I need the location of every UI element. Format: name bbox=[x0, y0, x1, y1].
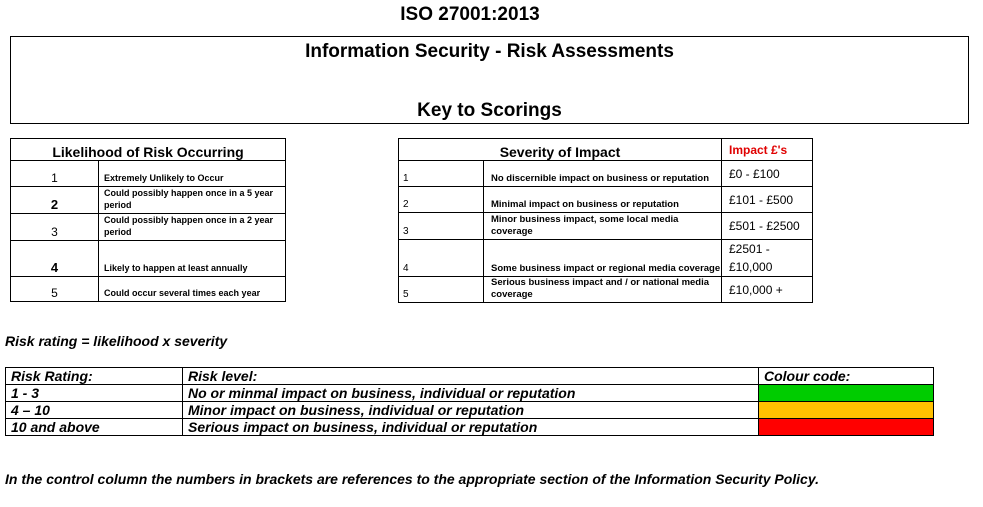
likelihood-score: 4 bbox=[11, 241, 99, 277]
document-title: ISO 27001:2013 bbox=[400, 4, 540, 25]
severity-score: 5 bbox=[399, 277, 484, 303]
colour-swatch-green bbox=[759, 385, 934, 402]
likelihood-desc: Extremely Unlikely to Occur bbox=[99, 161, 286, 187]
likelihood-heading: Likelihood of Risk Occurring bbox=[11, 139, 286, 161]
impact-value: £10,000 + bbox=[722, 277, 813, 303]
severity-desc: Minor business impact, some local media coverage bbox=[484, 213, 722, 240]
impact-value: £501 - £2500 bbox=[722, 213, 813, 240]
severity-desc: Some business impact or regional media coverage bbox=[484, 240, 722, 277]
impact-heading: Impact £'s bbox=[722, 139, 813, 161]
risk-rating-header: Risk Rating: bbox=[6, 368, 183, 385]
risk-formula: Risk rating = likelihood x severity bbox=[5, 333, 228, 349]
likelihood-desc: Could occur several times each year bbox=[99, 277, 286, 302]
severity-desc: Minimal impact on business or reputation bbox=[484, 187, 722, 213]
header-subtitle: Key to Scorings bbox=[417, 100, 562, 121]
likelihood-score: 5 bbox=[11, 277, 99, 302]
footnote: In the control column the numbers in brackets are references to the appropriate section of the Information Security Policy. bbox=[5, 471, 819, 487]
severity-score: 3 bbox=[399, 213, 484, 240]
risk-level: Minor impact on business, individual or reputation bbox=[183, 402, 759, 419]
severity-score: 4 bbox=[399, 240, 484, 277]
risk-level-header: Risk level: bbox=[183, 368, 759, 385]
header-title: Information Security - Risk Assessments bbox=[305, 41, 674, 62]
risk-rating-table bbox=[5, 367, 934, 436]
impact-value: £2501 - £10,000 bbox=[722, 240, 813, 277]
likelihood-score: 1 bbox=[11, 161, 99, 187]
likelihood-score: 3 bbox=[11, 214, 99, 241]
likelihood-desc: Likely to happen at least annually bbox=[99, 241, 286, 277]
risk-level: Serious impact on business, individual or reputation bbox=[183, 419, 759, 436]
risk-rating: 1 - 3 bbox=[6, 385, 183, 402]
colour-swatch-amber bbox=[759, 402, 934, 419]
severity-desc: Serious business impact and / or national media coverage bbox=[484, 277, 722, 303]
severity-heading: Severity of Impact bbox=[399, 139, 722, 161]
likelihood-desc: Could possibly happen once in a 2 year period bbox=[99, 214, 286, 241]
severity-desc: No discernible impact on business or reputation bbox=[484, 161, 722, 187]
risk-rating: 10 and above bbox=[6, 419, 183, 436]
severity-score: 2 bbox=[399, 187, 484, 213]
colour-code-header: Colour code: bbox=[759, 368, 934, 385]
colour-swatch-red bbox=[759, 419, 934, 436]
header-box bbox=[10, 36, 969, 124]
risk-level: No or minmal impact on business, individual or reputation bbox=[183, 385, 759, 402]
impact-value: £0 - £100 bbox=[722, 161, 813, 187]
likelihood-score: 2 bbox=[11, 187, 99, 214]
risk-rating: 4 – 10 bbox=[6, 402, 183, 419]
severity-table bbox=[398, 138, 813, 303]
likelihood-desc: Could possibly happen once in a 5 year period bbox=[99, 187, 286, 214]
likelihood-table bbox=[10, 138, 286, 302]
impact-value: £101 - £500 bbox=[722, 187, 813, 213]
severity-score: 1 bbox=[399, 161, 484, 187]
